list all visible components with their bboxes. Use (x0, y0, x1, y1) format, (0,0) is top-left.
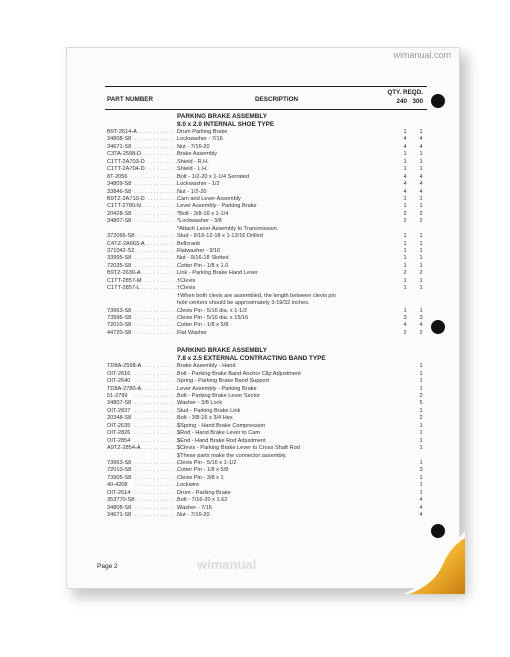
part-number-cell: 34671-S8 (107, 143, 132, 150)
leader-dots: . . . . . . . . . . . . . . . (135, 474, 181, 481)
qty-300-cell: 4 (419, 322, 423, 329)
qty-240-cell: 1 (403, 195, 407, 202)
table-row (105, 453, 427, 460)
page-number: Page 2 (97, 563, 118, 570)
qty-240-cell: 1 (403, 262, 407, 269)
table-row (105, 255, 427, 262)
qty-300-cell: 4 (419, 143, 423, 150)
part-number-cell: C1TT-2A703-D (107, 158, 145, 165)
qty-300-cell: 2 (419, 270, 423, 277)
leader-dots: . . . . . . . . . . . . . . . (135, 248, 181, 254)
qty-300-cell: 4 (419, 497, 423, 504)
part-number-cell: 33995-S8 (107, 255, 132, 262)
description-cell: Nut - 7/16-20 (177, 512, 210, 518)
leader-dots: . . . . . . . . . . . . . . . (135, 240, 181, 247)
leader-dots: . . . . . . . . . . . . . . . (135, 422, 181, 429)
table-header (105, 86, 427, 110)
page-curl-icon (403, 532, 465, 594)
leader-dots: . . . . . . . . . . . . . . . (135, 322, 181, 329)
part-number-cell: OIT-2616 (107, 370, 131, 377)
description-cell: Lever Assembly - Parking Brake (177, 203, 257, 210)
leader-dots: . . . . . . . . . . . . . . . (135, 504, 181, 511)
description-cell: Cotter Pin - 1/8 x 5/8 (177, 322, 229, 329)
leader-dots: . . . . . . . . . . . . . . . (135, 467, 181, 474)
table-row (105, 415, 427, 422)
table-row (105, 278, 427, 285)
table-row (105, 308, 427, 315)
leader-dots: . . . . . . . . . . . . . . . (135, 210, 181, 217)
description-cell: Stud - Parking Brake Link (177, 407, 241, 414)
table-row (105, 241, 427, 248)
qty-300-cell: 1 (419, 363, 423, 370)
table-row (105, 263, 427, 270)
description-cell: Bolt - 3/8-16 x 3/4 Hex (177, 415, 233, 422)
part-number-cell: 40-4208 (107, 482, 128, 489)
qty-300-cell: 1 (419, 370, 423, 377)
qty-300-cell: 1 (419, 129, 423, 135)
qty-300-cell: 2 (419, 393, 423, 399)
description-cell: *Bolt - 3/8-16 x 1-1/4 (177, 210, 229, 217)
part-number-cell: C1TT-2857-M (107, 277, 142, 284)
qty-300-cell: 4 (419, 188, 423, 195)
qty-300-cell: 2 (419, 210, 423, 217)
qty-240-cell: 1 (403, 248, 407, 254)
document-page (66, 47, 460, 589)
part-number-cell: 353770-S8 (107, 497, 135, 504)
table-row (105, 505, 427, 512)
description-cell: $Clevis - Parking Brake Lever to Cross Shaft Rod (177, 445, 300, 452)
part-number-cell: 372066-S8 (107, 233, 135, 240)
qty-300-cell: 1 (419, 489, 423, 496)
part-number-cell: 20348-S8 (107, 415, 132, 422)
qty-300-cell: 1 (419, 151, 423, 158)
qty-300-cell: 1 (419, 422, 423, 429)
part-number-cell: 73963-S8 (107, 307, 132, 314)
description-cell: Shield - R.H. (177, 158, 209, 165)
part-number-cell: TD8A-2598-A (107, 363, 142, 370)
table-row (105, 129, 427, 136)
part-number-cell: B9TZ-2A710-D (107, 195, 145, 202)
part-number-cell: 33846-S8 (107, 188, 132, 195)
qty-240-cell: 2 (403, 329, 407, 336)
part-number-cell: TD8A-2780-A (107, 385, 142, 392)
table-row (105, 330, 427, 337)
table-row (105, 378, 427, 385)
qty-240-cell: 2 (403, 210, 407, 217)
description-cell: Washer - 7/16 (177, 504, 212, 511)
table-row (105, 166, 427, 173)
leader-dots: . . . . . . . . . . . . . . . (135, 129, 181, 135)
table-row (105, 189, 427, 196)
table-row (105, 460, 427, 467)
qty-300-cell: 4 (419, 181, 423, 188)
description-cell: †Clevis (177, 285, 196, 292)
qty-240-cell: 2 (403, 218, 407, 225)
table-row (105, 322, 427, 329)
section-subheading: 9.0 x 2.0 INTERNAL SHOE TYPE (177, 121, 275, 128)
qty-300-cell: 1 (419, 262, 423, 269)
qty-300-cell: 1 (419, 407, 423, 414)
description-cell: Bolt - 7/16-20 x 1.62 (177, 497, 228, 504)
leader-dots: . . . . . . . . . . . . . . . (135, 430, 181, 437)
qty-300-cell: 1 (419, 285, 423, 292)
table-row (105, 211, 427, 218)
leader-dots: . . . . . . . . . . . . . . . (135, 136, 181, 143)
part-number-cell: 73905-S8 (107, 474, 132, 481)
description-cell: Shield - L.H. (177, 166, 208, 173)
part-number-cell: 73963-S8 (107, 459, 132, 466)
qty-240-cell: 4 (403, 173, 407, 180)
table-row (105, 371, 427, 378)
qty-300-cell: 1 (419, 166, 423, 173)
part-number-cell: OIT-2614 (107, 489, 131, 496)
description-cell: Flatwasher - 9/16 (177, 248, 221, 254)
description-cell: Flat Washer (177, 329, 207, 336)
section-heading: PARKING BRAKE ASSEMBLY (177, 113, 267, 120)
table-row (105, 467, 427, 474)
description-cell: †Clevis (177, 277, 196, 284)
qty-300-cell: 1 (419, 459, 423, 466)
qty-300-cell: 1 (419, 203, 423, 210)
section-heading: PARKING BRAKE ASSEMBLY (177, 347, 267, 355)
description-cell: Brake Assembly (177, 151, 218, 158)
site-logo-watermark: wimanual (197, 557, 257, 572)
table-row (105, 270, 427, 277)
part-number-cell: 72010-S8 (107, 467, 132, 474)
description-cell: Clevis Pin - 5/16 x 1-1/2 (177, 459, 237, 466)
table-row (105, 181, 427, 188)
description-cell: Bellcrank (177, 240, 201, 247)
description-cell: Nut - 1/2-20 (177, 188, 207, 195)
qty-300-cell: 1 (419, 158, 423, 165)
part-number-cell: OIT-2854 (107, 437, 131, 444)
table-row (105, 144, 427, 151)
qty-240-cell: 2 (403, 270, 407, 277)
qty-300-cell: 1 (419, 474, 423, 481)
part-number-cell: C3TA-2598-D (107, 151, 142, 158)
description-cell: Brake Assembly - Hand (177, 363, 236, 370)
part-number-cell: 8T-2056 (107, 173, 128, 180)
description-cell: $Rod - Hand Brake Lever to Cam (177, 430, 261, 437)
leader-dots: . . . . . . . . . . . . . . . (135, 489, 181, 496)
leader-dots: . . . . . . . . . . . . . . . (135, 363, 181, 370)
qty-300-cell: 1 (419, 233, 423, 240)
part-number-cell: 20428-S8 (107, 210, 132, 217)
qty-300-cell: 1 (419, 437, 423, 444)
table-row (105, 248, 427, 255)
qty-300-cell: 4 (419, 504, 423, 511)
qty-300-cell: 1 (419, 482, 423, 489)
description-cell: Spring - Parking Brake Band Support (177, 378, 270, 385)
qty-240-cell: 4 (403, 136, 407, 143)
qty-300-cell: 1 (419, 277, 423, 284)
table-row (105, 475, 427, 482)
description-cell: Washer - 3/8 Lock (177, 400, 223, 407)
qty-240-cell: 1 (403, 285, 407, 292)
leader-dots: . . . . . . . . . . . . . . . (135, 262, 181, 269)
qty-300-cell: 4 (419, 173, 423, 180)
leader-dots: . . . . . . . . . . . . . . . (135, 497, 181, 504)
description-cell: Nut - 7/16-20 (177, 143, 210, 150)
qty-300-cell: 3 (419, 314, 423, 321)
qty-240-cell: 1 (403, 307, 407, 314)
site-watermark: wimanual.com (393, 50, 451, 60)
leader-dots: . . . . . . . . . . . . . . . (135, 407, 181, 414)
table-row (105, 159, 427, 166)
table-row (105, 136, 427, 143)
table-row (105, 363, 427, 370)
header-part-number: PART NUMBER (107, 96, 154, 103)
table-row (105, 233, 427, 240)
leader-dots: . . . . . . . . . . . . . . . (135, 459, 181, 466)
leader-dots: . . . . . . . . . . . . . . . (135, 270, 181, 277)
table-row (105, 400, 427, 407)
qty-240-cell: 4 (403, 181, 407, 188)
description-cell: Cotter Pin - 1/8 x 5/8 (177, 467, 229, 474)
description-cell: *Attach Lever Assembly to Transmission. (177, 225, 279, 232)
table-row (105, 512, 427, 519)
qty-300-cell: 1 (419, 445, 423, 452)
description-cell: Stud - 9/16-12-18 x 1-13/16 Drilled (177, 233, 263, 240)
section-spacer (105, 337, 427, 344)
description-cell: Lever Assembly - Parking Brake (177, 385, 257, 392)
table-row (105, 226, 427, 233)
qty-300-cell: 1 (419, 430, 423, 437)
qty-240-cell: 1 (403, 277, 407, 284)
qty-240-cell: 1 (403, 233, 407, 240)
leader-dots: . . . . . . . . . . . . . . . (135, 173, 181, 180)
description-cell: Bolt - Parking Brake Lever Sector (177, 393, 261, 399)
leader-dots: . . . . . . . . . . . . . . . (135, 445, 181, 452)
description-cell: Drum - Parking Brake (177, 489, 231, 496)
description-cell: Clevis Pin - 3/8 x 1 (177, 474, 224, 481)
table-row (105, 203, 427, 210)
description-cell: Lockwire (177, 482, 200, 489)
leader-dots: . . . . . . . . . . . . . . . (135, 314, 181, 321)
header-qty-240: 240 (396, 98, 407, 105)
description-cell: Cam and Lever Assembly (177, 195, 241, 202)
leader-dots: . . . . . . . . . . . . . . . (135, 166, 181, 173)
leader-dots: . . . . . . . . . . . . . . . (135, 203, 181, 210)
qty-240-cell: 1 (403, 240, 407, 247)
leader-dots: . . . . . . . . . . . . . . . (135, 329, 181, 336)
description-cell: Bolt - 1/2-20 x 1-1/4 Serrated (177, 173, 250, 180)
leader-dots: . . . . . . . . . . . . . . . (135, 255, 181, 262)
part-number-cell: 72010-S8 (107, 322, 132, 329)
part-number-cell: OIT-2837 (107, 407, 131, 414)
header-description: DESCRIPTION (255, 96, 299, 103)
qty-240-cell: 4 (403, 188, 407, 195)
qty-300-cell: 1 (419, 307, 423, 314)
qty-300-cell: 5 (419, 400, 423, 407)
qty-240-cell: 1 (403, 129, 407, 135)
leader-dots: . . . . . . . . . . . . . . . (135, 285, 181, 292)
part-number-cell: C1TT-2857-L (107, 285, 140, 292)
qty-240-cell: 1 (403, 166, 407, 173)
leader-dots: . . . . . . . . . . . . . . . (135, 218, 181, 225)
description-cell: Nut - 9/16-18 Slotted (177, 255, 229, 262)
leader-dots: . . . . . . . . . . . . . . . (135, 370, 181, 377)
qty-300-cell: 1 (419, 378, 423, 385)
part-number-cell: 34808-S8 (107, 504, 132, 511)
description-cell: Drum Parking Brake (177, 129, 228, 135)
part-number-cell: 44720-S8 (107, 329, 132, 336)
leader-dots: . . . . . . . . . . . . . . . (135, 378, 181, 385)
qty-240-cell: 1 (403, 158, 407, 165)
description-cell: Lockwasher - 7/16 (177, 136, 223, 143)
part-number-cell: 34671-S8 (107, 512, 132, 518)
table-row (105, 285, 427, 292)
leader-dots: . . . . . . . . . . . . . . . (135, 277, 181, 284)
qty-240-cell: 1 (403, 255, 407, 262)
table-row (105, 386, 427, 393)
table-row (105, 315, 427, 322)
description-cell: $End - Hand Brake Rod Adjustment (177, 437, 266, 444)
table-body (105, 113, 427, 519)
leader-dots: . . . . . . . . . . . . . . . (135, 151, 181, 158)
parts-table (105, 86, 427, 519)
table-row (105, 438, 427, 445)
part-number-cell: C1TT-2780-N (107, 203, 141, 210)
qty-240-cell: 4 (403, 143, 407, 150)
qty-300-cell: 1 (419, 255, 423, 262)
leader-dots: . . . . . . . . . . . . . . . (135, 143, 181, 150)
qty-240-cell: 4 (403, 322, 407, 329)
binder-ring-top (431, 94, 445, 108)
table-row (105, 393, 427, 400)
part-number-cell: B9T-2614-A (107, 129, 137, 135)
table-row (105, 151, 427, 158)
qty-300-cell: 4 (419, 136, 423, 143)
qty-240-cell: 3 (403, 314, 407, 321)
part-number-cell: 34807-S8 (107, 400, 132, 407)
qty-300-cell: 2 (419, 218, 423, 225)
header-qty-reqd: QTY. REQD. (387, 89, 423, 96)
section-subheading: 7.8 x 2.5 EXTERNAL CONTRACTING BAND TYPE (177, 355, 326, 363)
leader-dots: . . . . . . . . . . . . . . . (135, 385, 181, 392)
table-row (105, 490, 427, 497)
leader-dots: . . . . . . . . . . . . . . . (135, 195, 181, 202)
header-qty-300: 300 (412, 98, 423, 105)
part-number-cell: C1TT-2A704-D (107, 166, 145, 173)
leader-dots: . . . . . . . . . . . . . . . (135, 400, 181, 407)
description-cell: Cotter Pin - 1/8 x 1.0 (177, 262, 229, 269)
qty-240-cell: 1 (403, 151, 407, 158)
description-cell: *Lockwasher - 3/8 (177, 218, 222, 225)
table-row (105, 482, 427, 489)
table-row (105, 293, 427, 300)
part-number-cell: 73996-S8 (107, 314, 132, 321)
description-cell: Bolt - Parking Brake Band Anchor Clip Adjustment (177, 370, 301, 377)
part-number-cell: OIT-2635 (107, 422, 131, 429)
part-number-cell: 34809-S8 (107, 181, 132, 188)
qty-300-cell: 1 (419, 385, 423, 392)
description-cell: Lockwasher - 1/2 (177, 181, 220, 188)
qty-300-cell: 2 (419, 415, 423, 422)
leader-dots: . . . . . . . . . . . . . . . (135, 181, 181, 188)
description-cell: $These parts make the connector assembly. (177, 452, 287, 459)
description-cell: Link - Parking Brake Hand Lever (177, 270, 258, 277)
qty-300-cell: 2 (419, 329, 423, 336)
description-cell: Clevis Pin - 5/16 dia. x 1-1/2 (177, 307, 247, 314)
qty-300-cell: 1 (419, 248, 423, 254)
description-cell: $Spring - Hand Brake Compression (177, 422, 266, 429)
part-number-cell: OIT-2640 (107, 378, 131, 385)
table-row (105, 408, 427, 415)
part-number-cell: OIT-2826 (107, 430, 131, 437)
leader-dots: . . . . . . . . . . . . . . . (135, 512, 181, 518)
table-row (105, 218, 427, 225)
table-row (105, 430, 427, 437)
qty-300-cell: 4 (419, 512, 423, 518)
part-number-cell: B9TZ-2630-A (107, 270, 141, 277)
description-cell: Clevis Pin - 5/16 dia. x 15/16 (177, 314, 249, 321)
table-row (105, 423, 427, 430)
leader-dots: . . . . . . . . . . . . . . . (135, 158, 181, 165)
leader-dots: . . . . . . . . . . . . . . . (135, 482, 181, 489)
part-number-cell: 72035-S8 (107, 262, 132, 269)
description-cell: hole centers should be approximately 3-19/32 inches. (177, 300, 310, 307)
leader-dots: . . . . . . . . . . . . . . . (135, 233, 181, 240)
qty-300-cell: 3 (419, 467, 423, 474)
qty-240-cell: 1 (403, 203, 407, 210)
part-number-cell: C4TZ-2A663-A (107, 240, 145, 247)
leader-dots: . . . . . . . . . . . . . . . (135, 188, 181, 195)
leader-dots: . . . . . . . . . . . . . . . (135, 307, 181, 314)
qty-300-cell: 1 (419, 195, 423, 202)
parts-section (105, 113, 427, 337)
part-number-cell: A9TZ-2854-A (107, 445, 141, 452)
parts-section (105, 347, 427, 519)
description-cell: †When both clevis are assembled, the length between clevis pin (177, 292, 336, 299)
table-row (105, 497, 427, 504)
leader-dots: . . . . . . . . . . . . . . . (135, 393, 181, 399)
table-row (105, 174, 427, 181)
table-row (105, 196, 427, 203)
part-number-cell: 34807-S8 (107, 218, 132, 225)
part-number-cell: 34808-S8 (107, 136, 132, 143)
table-row (105, 445, 427, 452)
leader-dots: . . . . . . . . . . . . . . . (135, 437, 181, 444)
leader-dots: . . . . . . . . . . . . . . . (135, 415, 181, 422)
qty-300-cell: 1 (419, 240, 423, 247)
table-row (105, 300, 427, 307)
part-number-cell: 371042-S2 (107, 248, 135, 254)
binder-ring-middle (431, 320, 445, 334)
part-number-cell: 51-2799 (107, 393, 128, 399)
